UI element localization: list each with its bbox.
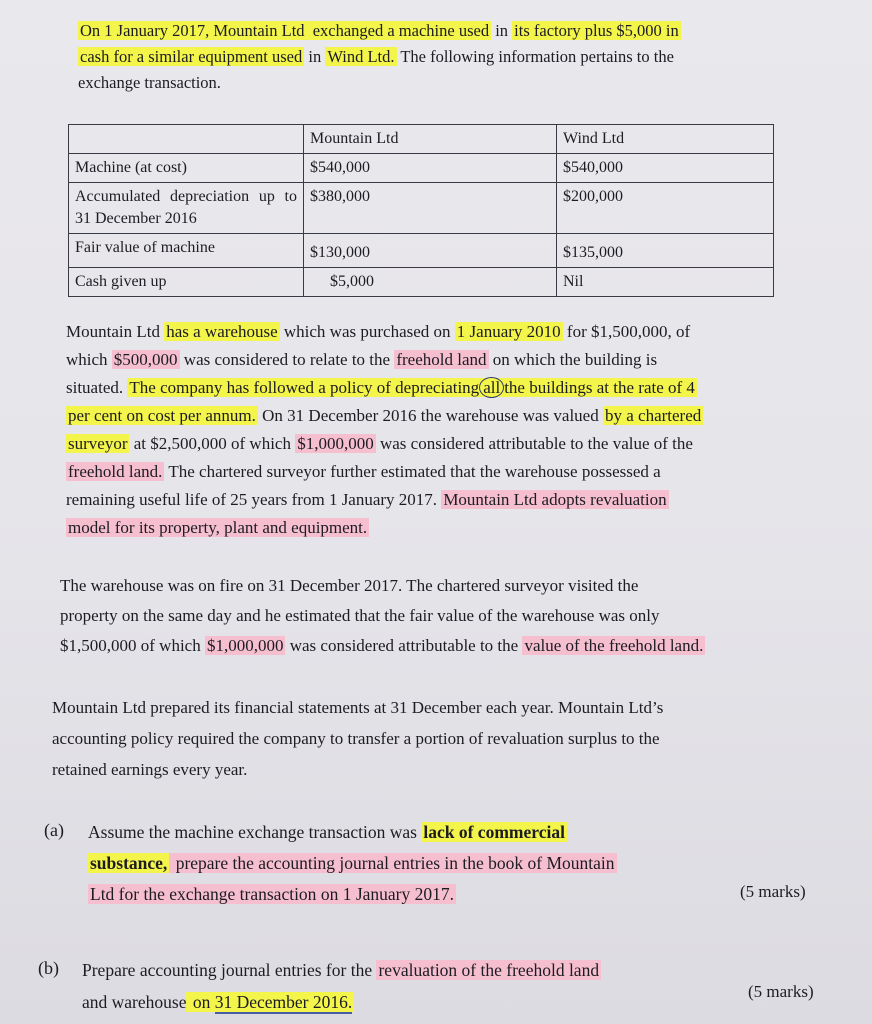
intro-line: cash for a similar equipment used in Wind Ltd. The following information pertains to the <box>80 47 674 66</box>
question-a-label: (a) <box>44 820 64 840</box>
table-cell: $5,000 <box>304 268 557 297</box>
table-row <box>69 268 774 297</box>
text-line: remaining useful life of 25 years from 1 January 2017. Mountain Ltd adopts revaluation <box>66 490 667 509</box>
exchange-table <box>68 124 774 297</box>
table-header-cell: Mountain Ltd <box>304 125 557 154</box>
text-line: substance, prepare the accounting journal entries in the book of Mountain <box>90 853 615 873</box>
text-line: freehold land. The chartered surveyor further estimated that the warehouse possessed a <box>68 462 661 481</box>
question-b-marks: (5 marks) <box>748 982 814 1001</box>
text-line: The warehouse was on fire on 31 December 2017. The chartered surveyor visited the <box>60 576 639 595</box>
table-header-cell <box>69 125 304 154</box>
fire-paragraph <box>60 571 800 661</box>
table-cell: $135,000 <box>557 234 774 268</box>
table-row <box>69 234 774 268</box>
text-line: Mountain Ltd has a warehouse which was purchased on 1 January 2010 for $1,500,000, of <box>66 322 691 341</box>
intro-line: On 1 January 2017, Mountain Ltd exchanged a machine used in its factory plus $5,000 in <box>80 21 679 40</box>
table-cell: Machine (at cost) <box>69 154 304 183</box>
question-b-label: (b) <box>38 958 59 978</box>
text-line: Ltd for the exchange transaction on 1 January 2017. <box>90 884 454 904</box>
text-line: accounting policy required the company to transfer a portion of revaluation surplus to the <box>52 729 660 748</box>
table-cell: $200,000 <box>557 183 774 234</box>
table-header-cell: Wind Ltd <box>557 125 774 154</box>
intro-paragraph <box>78 18 778 96</box>
table-cell: $540,000 <box>304 154 557 183</box>
question-a-text <box>88 817 728 910</box>
text-line: model for its property, plant and equipment. <box>68 518 368 537</box>
text-line: $1,500,000 of which $1,000,000 was considered attributable to the value of the freehold land. <box>60 636 704 655</box>
text-line: situated. The company has followed a policy of depreciating all the buildings at the rate of 4 <box>66 378 695 397</box>
text-line: per cent on cost per annum. On 31 December 2016 the warehouse was valued by a chartered <box>68 406 702 425</box>
circled-word: all <box>479 377 504 398</box>
policy-paragraph <box>52 692 812 785</box>
table-cell: Accumulated depreciation up to 31 December 2016 <box>69 183 304 234</box>
table-cell: $380,000 <box>304 183 557 234</box>
table-cell: $130,000 <box>304 234 557 268</box>
text-line: Mountain Ltd prepared its financial statements at 31 December each year. Mountain Ltd’s <box>52 698 664 717</box>
question-a-marks: (5 marks) <box>740 882 806 901</box>
table-header-row <box>69 125 774 154</box>
text-line: retained earnings every year. <box>52 760 248 779</box>
text-line: which $500,000 was considered to relate to the freehold land on which the building is <box>66 350 658 369</box>
table-cell: $540,000 <box>557 154 774 183</box>
text-line: Assume the machine exchange transaction was lack of commercial <box>88 822 565 842</box>
table-cell: Fair value of machine <box>69 234 304 268</box>
intro-line: exchange transaction. <box>78 73 221 92</box>
table-row <box>69 183 774 234</box>
table-cell: Cash given up <box>69 268 304 297</box>
table-cell: Nil <box>557 268 774 297</box>
text-line: property on the same day and he estimated that the fair value of the warehouse was only <box>60 606 660 625</box>
warehouse-paragraph <box>66 318 786 542</box>
text-line: and warehouse on 31 December 2016. <box>82 992 353 1012</box>
table-row <box>69 154 774 183</box>
text-line: surveyor at $2,500,000 of which $1,000,000 was considered attributable to the value of the <box>68 434 693 453</box>
question-b-text <box>82 954 722 1018</box>
text-line: Prepare accounting journal entries for the revaluation of the freehold land <box>82 960 600 980</box>
